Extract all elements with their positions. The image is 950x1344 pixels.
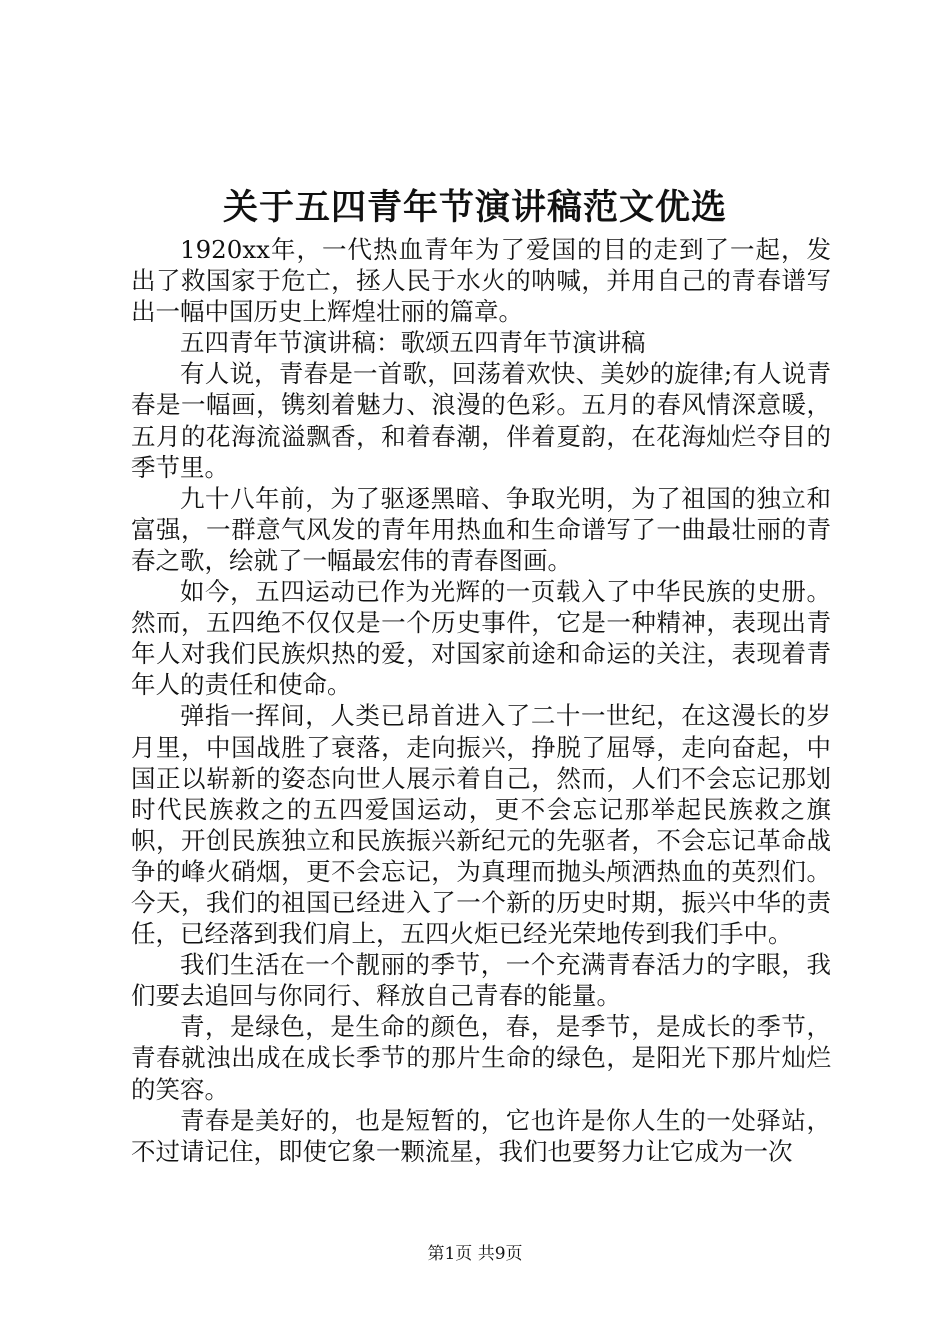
- paragraph: 青春是美好的，也是短暂的，它也许是你人生的一处驿站，不过请记住，即使它象一颗流星，我们也要努力让它成为一次: [131, 1105, 831, 1166]
- page-footer: 第1页 共9页: [427, 1244, 523, 1264]
- paragraph: 如今，五四运动已作为光辉的一页载入了中华民族的史册。然而，五四绝不仅仅是一个历史事件，它是一种精神，表现出青年人对我们民族炽热的爱，对国家前途和命运的关注，表现着青年人的责任和使命。: [131, 577, 831, 700]
- paragraph: 1920xx年，一代热血青年为了爱国的目的走到了一起，发出了救国家于危亡，拯人民于水火的呐喊，并用自己的青春谱写出一幅中国历史上辉煌壮丽的篇章。: [131, 235, 831, 327]
- paragraph: 五四青年节演讲稿：歌颂五四青年节演讲稿: [180, 328, 646, 358]
- paragraph: 弹指一挥间，人类已昂首进入了二十一世纪，在这漫长的岁月里，中国战胜了衰落，走向振兴，挣脱了屈辱，走向奋起，中国正以崭新的姿态向世人展示着自己，然而，人们不会忘记那划时代民族救之的五四爱国运动，更不会忘记那举起民族救之旗帜，开创民族独立和民族振兴新纪元的先驱者，不会忘记革命战争的峰火硝烟，更不会忘记，为真理而抛头颅洒热血的英烈们。今天，我们的祖国已经进入了一个新的历史时期，振兴中华的责任，已经落到我们肩上，五四火炬已经光荣地传到我们手中。: [131, 701, 831, 949]
- paragraph: 九十八年前，为了驱逐黑暗、争取光明，为了祖国的独立和富强，一群意气风发的青年用热血和生命谱写了一曲最壮丽的青春之歌，绘就了一幅最宏伟的青春图画。: [131, 483, 831, 575]
- document-title: 关于五四青年节演讲稿范文优选: [222, 187, 727, 228]
- paragraph: 青，是绿色，是生命的颜色，春，是季节，是成长的季节，青春就浊出成在成长季节的那片生命的绿色，是阳光下那片灿烂的笑容。: [131, 1012, 831, 1104]
- paragraph: 我们生活在一个靓丽的季节，一个充满青春活力的字眼，我们要去追回与你同行、释放自己青春的能量。: [131, 950, 831, 1011]
- paragraph: 有人说，青春是一首歌，回荡着欢快、美妙的旋律;有人说青春是一幅画，镌刻着魅力、浪漫的色彩。五月的春风情深意暖，五月的花海流溢飘香，和着春潮，伴着夏韵，在花海灿烂夺目的季节里。: [131, 359, 831, 482]
- document-body: [131, 234, 831, 1167]
